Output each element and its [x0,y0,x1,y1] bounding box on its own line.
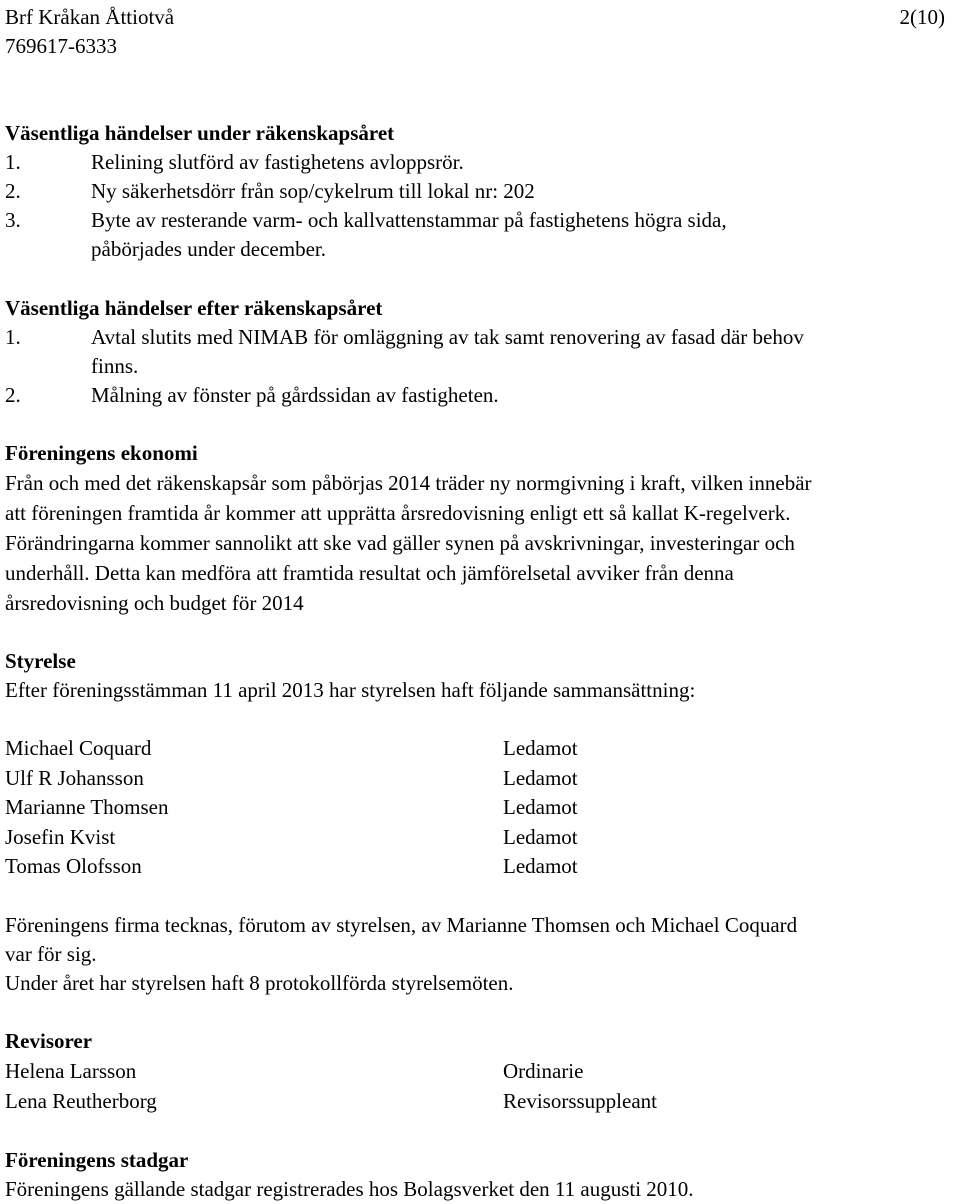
events-during-item-3-line-2: påbörjades under december. [91,237,326,261]
board-member-name: Marianne Thomsen [5,795,169,819]
board-member-name: Josefin Kvist [5,825,116,849]
page-number: 2(10) [899,5,945,29]
events-during-num-1: 1. [5,150,21,174]
statutes-text: Föreningens gällande stadgar registrerades hos Bolagsverket den 11 augusti 2010. [5,1177,694,1201]
events-after-item-2: Målning av fönster på gårdssidan av fastigheten. [91,383,499,407]
events-during-num-3: 3. [5,208,21,232]
board-intro: Efter föreningsstämman 11 april 2013 har styrelsen haft följande sammansättning: [5,678,696,702]
board-heading: Styrelse [5,649,76,673]
board-member-role: Ledamot [503,736,578,760]
auditor-role: Revisorssuppleant [503,1089,657,1113]
events-during-item-2: Ny säkerhetsdörr från sop/cykelrum till lokal nr: 202 [91,179,535,203]
events-after-num-2: 2. [5,383,21,407]
events-during-num-2: 2. [5,179,21,203]
events-during-item-1: Relining slutförd av fastighetens avloppsrör. [91,150,464,174]
board-member-name: Michael Coquard [5,736,152,760]
board-signing-line-1: Föreningens firma tecknas, förutom av styrelsen, av Marianne Thomsen och Michael Coquard [5,913,798,937]
economy-line-3: Förändringarna kommer sannolikt att ske vad gäller synen på avskrivningar, investeringar och [5,531,795,555]
board-member-role: Ledamot [503,795,578,819]
economy-line-4: underhåll. Detta kan medföra att framtida resultat och jämförelsetal avviker från denna [5,561,734,585]
economy-line-5: årsredovisning och budget för 2014 [5,591,304,615]
org-name: Brf Kråkan Åttiotvå [5,5,175,29]
board-member-name: Tomas Olofsson [5,854,142,878]
board-meetings: Under året har styrelsen haft 8 protokollförda styrelsemöten. [5,971,514,995]
board-member-role: Ledamot [503,825,578,849]
org-number: 769617-6333 [5,34,117,58]
auditor-name: Lena Reutherborg [5,1089,157,1113]
economy-line-1: Från och med det räkenskapsår som påbörjas 2014 träder ny normgivning i kraft, vilken innebär [5,471,812,495]
statutes-heading: Föreningens stadgar [5,1148,189,1172]
events-during-item-3-line-1: Byte av resterande varm- och kallvattenstammar på fastighetens högra sida, [91,208,727,232]
board-member-name: Ulf R Johansson [5,766,144,790]
auditor-name: Helena Larsson [5,1059,137,1083]
economy-line-2: att föreningen framtida år kommer att upprätta årsredovisning enligt ett så kallat K-regelverk. [5,501,791,525]
board-member-role: Ledamot [503,854,578,878]
events-after-item-1-line-2: finns. [91,354,139,378]
events-during-heading: Väsentliga händelser under räkenskapsåret [5,121,395,145]
auditors-heading: Revisorer [5,1029,93,1053]
events-after-item-1-line-1: Avtal slutits med NIMAB för omläggning av tak samt renovering av fasad där behov [91,325,804,349]
economy-heading: Föreningens ekonomi [5,441,198,465]
board-member-role: Ledamot [503,766,578,790]
events-after-heading: Väsentliga händelser efter räkenskapsåret [5,296,383,320]
events-after-num-1: 1. [5,325,21,349]
auditor-role: Ordinarie [503,1059,584,1083]
board-signing-line-2: var för sig. [5,942,97,966]
